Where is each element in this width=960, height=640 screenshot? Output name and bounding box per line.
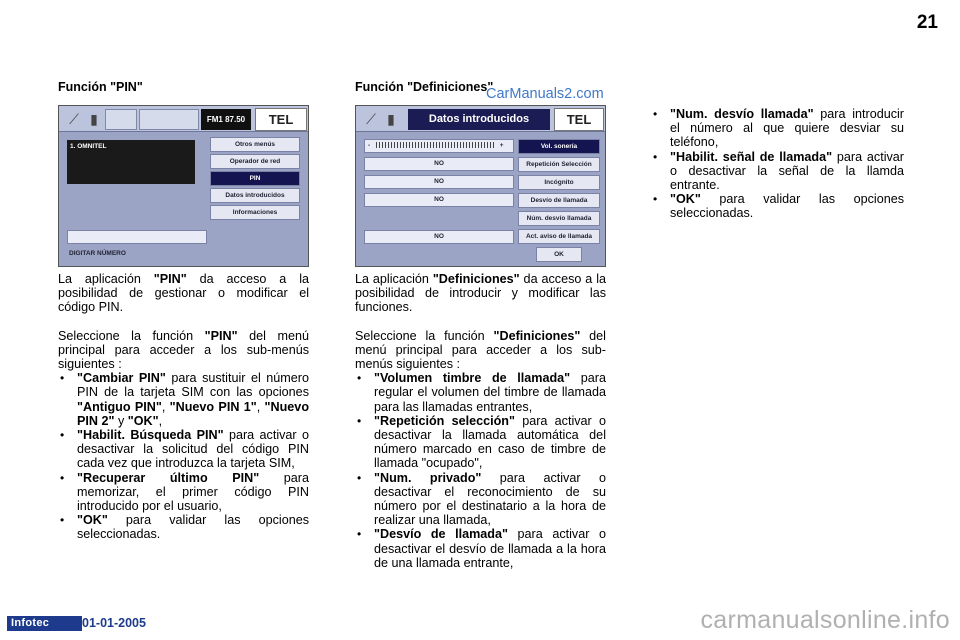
list-item: • "Num. desvío llamada" para introducir el número al que quiere desviar su teléfono, [651,107,904,150]
list-item: • "OK" para validar las opciones seleccionadas. [58,513,309,541]
signal-icon: ▮ [90,111,98,127]
watermark-bottom: carmanualsonline.info [700,606,950,634]
pin-submenu-list [58,371,309,541]
list-item: • "Desvío de llamada" para activar o desactivar el desvío de llamada a la hora de una llamada entrante, [355,527,606,570]
list-item: • "Num. privado" para activar o desactivar el reconocimiento de su número por el destinatario a la hora de realizar una llamada, [355,471,606,528]
list-item: • "Repetición selección" para activar o desactivar la llamada automática del número marcado en caso de timbre de llamada "ocupado", [355,414,606,471]
list-item: • "Volumen timbre de llamada" para regular el volumen del timbre de llamada para las llamadas entrantes, [355,371,606,414]
definiciones-text-column [355,272,606,570]
menu-act-aviso-de-llamada: Act. aviso de llamada [518,229,600,244]
footer-date: 01-01-2005 [82,616,146,630]
signal-icon: ▮ [387,111,395,127]
menu-repeticion-seleccion: Repetición Selección [518,157,600,172]
list-item: • "Cambiar PIN" para sustituir el número PIN de la tarjeta SIM con las opciones "Antiguo PIN", "Nuevo PIN 1", "Nuevo PIN 2" y "OK", [58,371,309,428]
pin-screen-topbar [59,106,308,132]
definiciones-function-heading: Función "Definiciones" [355,80,494,94]
operator-display [67,140,195,184]
watermark-top: CarManuals2.com [486,86,604,102]
aviso-value-field: NO [364,230,514,244]
definiciones-select-paragraph: Seleccione la función "Definiciones" del menú principal para acceder a los sub-menús siguientes : [355,328,606,372]
right-submenu-list [651,107,904,221]
menu-desvio-de-llamada: Desvío de llamada [518,193,600,208]
pin-intro-paragraph: La aplicación "PIN" da acceso a la posibilidad de gestionar o modificar el código PIN. [58,272,309,315]
digitar-numero-label: DIGITAR NÚMERO [69,250,126,257]
repeticion-value-field: NO [364,157,514,171]
menu-otros-menus: Otros menús [210,137,300,152]
menu-incognito: Incógnito [518,175,600,190]
page-number: 21 [916,12,938,33]
minus-sign: - [368,142,371,149]
list-item: • "OK" para validar las opciones seleccionadas. [651,192,904,220]
list-item: • "Habilit. señal de llamada" para activar o desactivar la señal de la llamda entrante. [651,150,904,193]
desvio-value-field: NO [364,193,514,207]
menu-pin-selected: PIN [210,171,300,186]
volume-scale [376,142,494,148]
menu-num-desvio-llamada: Núm. desvío llamada [518,211,600,226]
definiciones-screen-topbar [356,106,605,132]
menu-datos-introducidos: Datos introducidos [210,188,300,203]
volume-slider [364,139,514,153]
pin-text-column [58,272,309,542]
tel-label: TEL [255,108,307,131]
list-item: • "Recuperar último PIN" para memorizar, el primer código PIN introducido por el usuario, [58,471,309,514]
definiciones-screen-illustration [355,105,606,267]
antenna-icon: ⟋ [69,111,79,127]
menu-ok: OK [536,247,582,262]
topbar-box [105,109,137,130]
plus-sign: + [499,142,504,149]
infotec-logo: Infotec [7,616,82,631]
number-input-box [67,230,207,244]
topbar-box [139,109,199,130]
definiciones-intro-paragraph: La aplicación "Definiciones" da acceso a la posibilidad de introducir y modificar las funciones. [355,272,606,315]
menu-informaciones: Informaciones [210,205,300,220]
menu-operador-de-red: Operador de red [210,154,300,169]
operator-label: 1. OMNITEL [70,143,107,150]
pin-select-paragraph: Seleccione la función "PIN" del menú principal para acceder a los sub-menús siguientes : [58,328,309,372]
tel-label: TEL [554,108,604,131]
menu-vol-soneria-selected: Vol. sonería [518,139,600,154]
list-item: • "Habilit. Búsqueda PIN" para activar o desactivar la solicitud del código PIN cada vez que introduzca la tarjeta SIM, [58,428,309,471]
antenna-icon: ⟋ [366,111,376,127]
fm-indicator: FM1 87.50 [201,109,251,130]
pin-screen-illustration [58,105,309,267]
pin-function-heading: Función "PIN" [58,80,143,94]
definiciones-submenu-list [355,371,606,570]
right-text-column [651,107,904,221]
incognito-value-field: NO [364,175,514,189]
datos-introducidos-header: Datos introducidos [408,109,550,130]
